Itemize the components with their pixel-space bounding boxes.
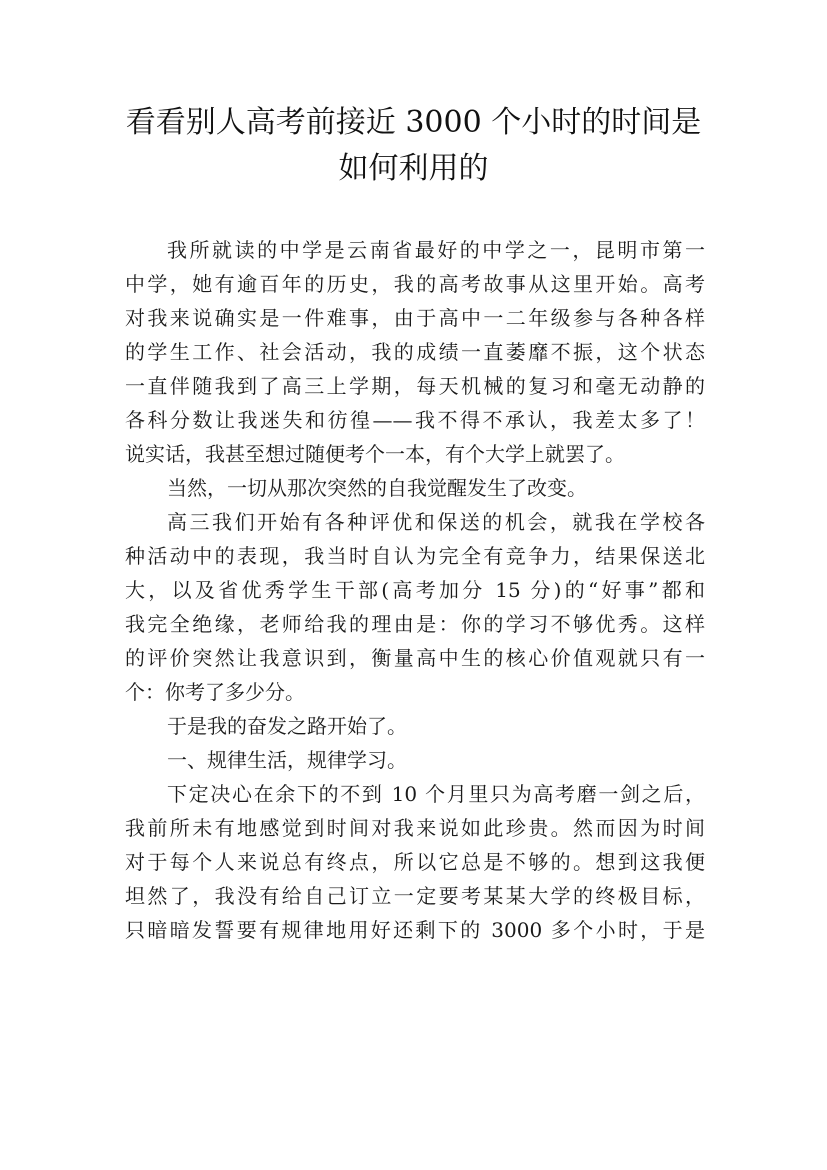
- document-body: [125, 233, 705, 947]
- text-line: 于是我的奋发之路开始了。: [167, 714, 407, 738]
- text-line: 各科分数让我迷失和彷徨——我不得不承认，我差太多了！: [125, 408, 705, 432]
- text-line: 个：你考了多少分。: [125, 680, 305, 704]
- text-line: 说实话，我甚至想过随便考个一本，有个大学上就罢了。: [125, 442, 625, 466]
- text-line: 中学，她有逾百年的历史，我的高考故事从这里开始。高考: [125, 272, 705, 296]
- text-line: 一直伴随我到了高三上学期，每天机械的复习和毫无动静的: [125, 374, 705, 398]
- text-line: 当然，一切从那次突然的自我觉醒发生了改变。: [167, 476, 587, 500]
- text-line: 我所就读的中学是云南省最好的中学之一，昆明市第一: [167, 238, 705, 262]
- title-line-2: 如何利用的: [338, 151, 489, 186]
- section-heading-1: [125, 743, 705, 777]
- text-line: 只暗暗发誓要有规律地用好还剩下的 3000 多个小时，于是: [125, 918, 705, 942]
- paragraph-6: [125, 777, 705, 947]
- text-line: 下定决心在余下的不到 10 个月里只为高考磨一剑之后，: [167, 782, 705, 806]
- text-line: 一、规律生活，规律学习。: [167, 748, 407, 772]
- paragraph-2: [125, 471, 705, 505]
- text-line: 坦然了，我没有给自己订立一定要考某某大学的终极目标，: [125, 884, 705, 908]
- text-line: 的学生工作、社会活动，我的成绩一直萎靡不振，这个状态: [125, 340, 705, 364]
- text-line: 我前所未有地感觉到时间对我来说如此珍贵。然而因为时间: [125, 816, 705, 840]
- document-title: [100, 100, 727, 192]
- paragraph-4: [125, 709, 705, 743]
- paragraph-1: [125, 233, 705, 471]
- text-line: 高三我们开始有各种评优和保送的机会，就我在学校各: [167, 510, 705, 534]
- text-line: 对我来说确实是一件难事，由于高中一二年级参与各种各样: [125, 306, 705, 330]
- text-line: 种活动中的表现，我当时自认为完全有竞争力，结果保送北: [125, 544, 705, 568]
- paragraph-3: [125, 505, 705, 709]
- text-line: 的评价突然让我意识到，衡量高中生的核心价值观就只有一: [125, 646, 705, 670]
- title-line-1: 看看别人高考前接近 3000 个小时的时间是: [125, 105, 702, 140]
- text-line: 我完全绝缘，老师给我的理由是：你的学习不够优秀。这样: [125, 612, 705, 636]
- text-line: 对于每个人来说总有终点，所以它总是不够的。想到这我便: [125, 850, 705, 874]
- text-line: 大，以及省优秀学生干部(高考加分 15 分)的“好事”都和: [125, 578, 705, 602]
